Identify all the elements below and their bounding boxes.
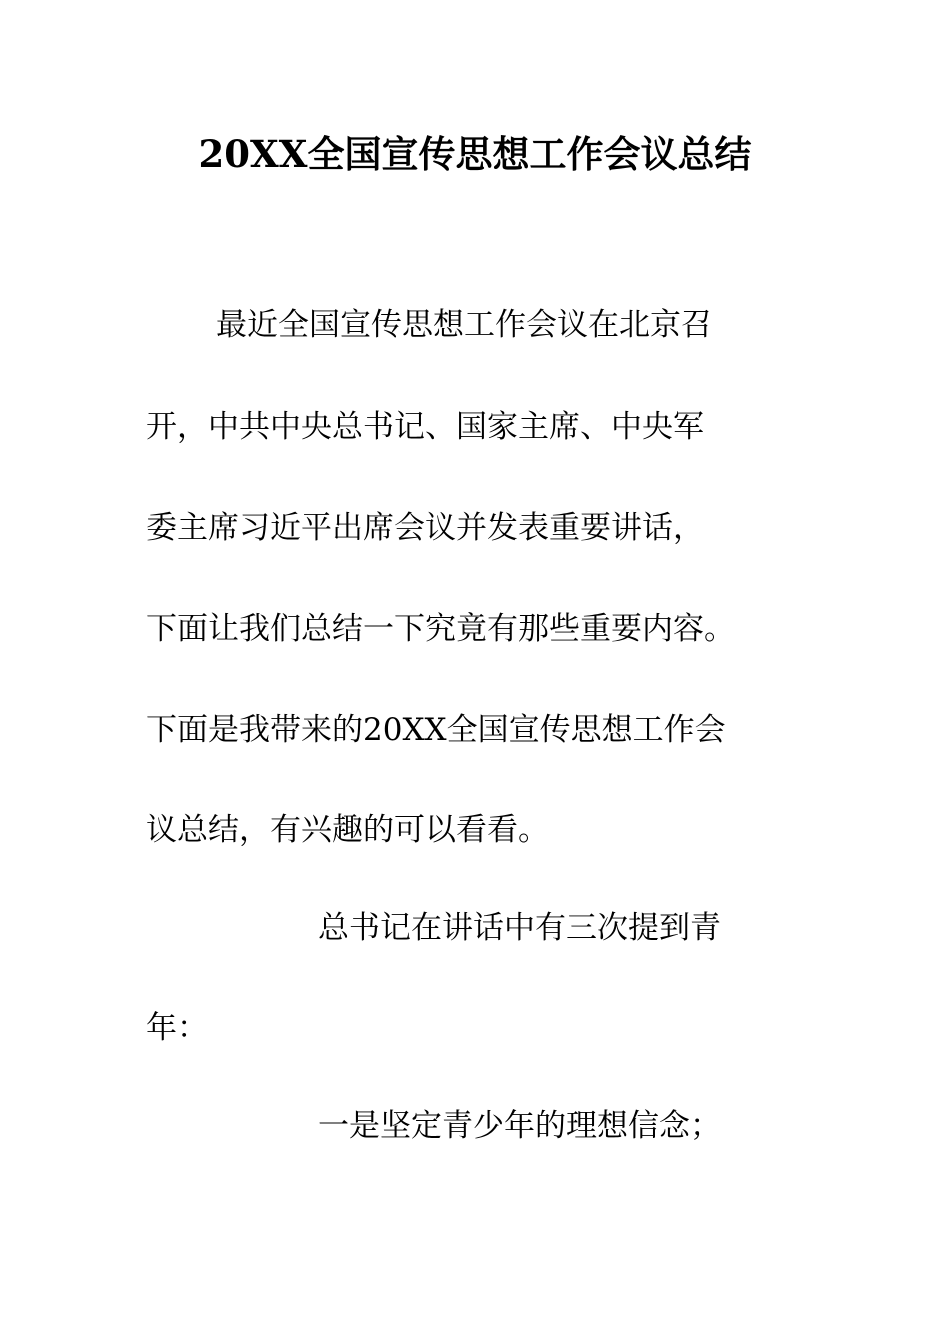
paragraph-line: 委主席习近平出席会议并发表重要讲话， bbox=[146, 510, 704, 546]
paragraph-line: 下面是我带来的20XX全国宣传思想工作会 bbox=[146, 712, 726, 748]
paragraph-line: 议总结，有兴趣的可以看看。 bbox=[146, 812, 549, 848]
paragraph-line: 开，中共中央总书记、国家主席、中央军 bbox=[146, 409, 704, 445]
paragraph-line: 下面让我们总结一下究竟有那些重要内容。 bbox=[146, 611, 735, 647]
paragraph-line: 最近全国宣传思想工作会议在北京召 bbox=[216, 307, 712, 343]
paragraph-line: 总书记在讲话中有三次提到青 bbox=[318, 910, 721, 946]
paragraph-line: 年： bbox=[146, 1010, 208, 1046]
document-title: 20XX全国宣传思想工作会议总结 bbox=[198, 132, 752, 176]
paragraph-line: 一是坚定青少年的理想信念； bbox=[318, 1108, 721, 1144]
